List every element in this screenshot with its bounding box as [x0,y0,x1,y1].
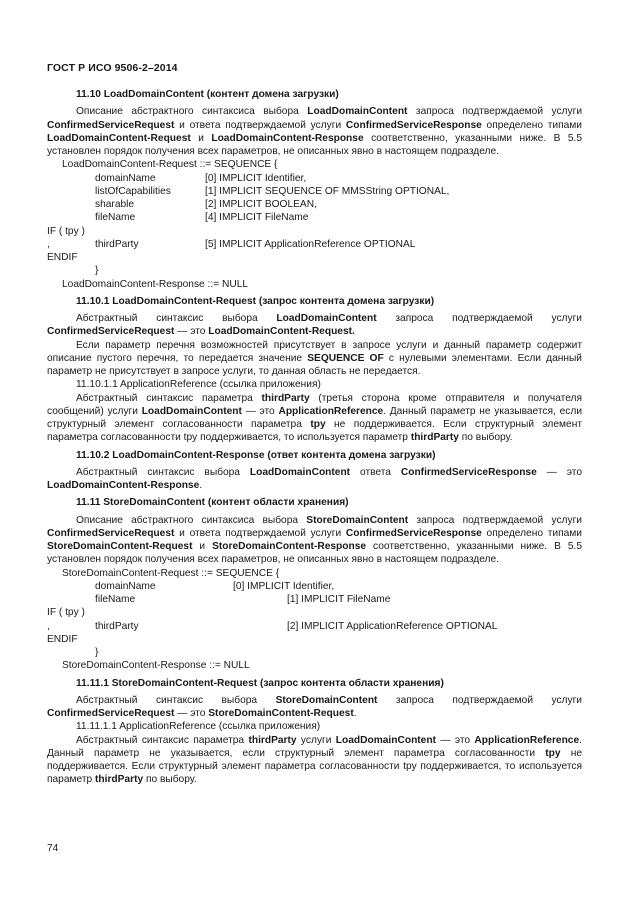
paragraph: Абстрактный синтаксис параметра thirdParty услуги LoadDomainContent — это ApplicationReference. Данный параметр не указывается, если структурный элемент параметра согласованности tpy не поддерживается. Если структурный элемент параметра согласованности tpy поддерживается, то используется параметр thirdParty по выбору. [47,734,582,786]
paragraph: Описание абстрактного синтаксиса выбора LoadDomainContent запроса подтверждаемой услуги ConfirmedServiceRequest и ответа подтверждаемой услуги ConfirmedServiceResponse определено типами LoadDomainContent-Request и LoadDomainContent-Response соответственно, указанными ниже. В 5.5 установлен порядок получения всех параметров, не описанных явно в настоящем подразделе. [47,106,583,157]
section-heading-11-10-2: 11.10.2 LoadDomainContent-Response (ответ контента домена загрузки) [76,449,436,461]
field-name: fileName [95,212,136,224]
section-heading-11-10: 11.10 LoadDomainContent (контент домена загрузки) [76,89,339,100]
code-line: ENDIF [47,633,78,645]
code-block-store-request [47,567,582,673]
code-line: } [95,647,99,658]
code-line: IF ( tpy ) [47,607,85,619]
standard-header: ГОСТ Р ИСО 9506-2–2014 [47,62,178,74]
code-line: , [47,238,50,250]
code-line: ENDIF [47,252,78,263]
section-heading-11-11-1: 11.11.1 StoreDomainContent-Request (запрос контента области хранения) [76,677,444,689]
field-type: [2] IMPLICIT ApplicationReference OPTIONAL [287,620,498,632]
paragraph: Описание абстрактного синтаксиса выбора StoreDomainContent запроса подтверждаемой услуги ConfirmedServiceRequest и ответа подтверждаемой услуги ConfirmedServiceResponse определено типами StoreDomainContent-Request и StoreDomainContent-Response соответственно, указанными ниже. В 5.5 установлен порядок получения всех параметров, не описанных явно в настоящем подразделе. [47,514,582,566]
page-number: 74 [47,843,59,854]
field-name: fileName [95,594,136,605]
field-type: [0] IMPLICIT Identifier, [233,580,335,592]
code-block-load-request [47,158,582,291]
field-name: listOfCapabilities [95,185,171,197]
code-line: LoadDomainContent-Response ::= NULL [62,278,249,290]
code-line: } [95,265,99,277]
field-name: thirdParty [95,238,139,250]
code-line: , [47,620,50,632]
field-type: [1] IMPLICIT FileName [287,594,391,605]
field-type: [1] IMPLICIT SEQUENCE OF MMSString OPTIONAL, [205,185,450,197]
code-line: StoreDomainContent-Request ::= SEQUENCE { [62,567,280,579]
paragraph: Абстрактный синтаксис выбора StoreDomainContent запроса подтверждаемой услуги ConfirmedServiceRequest — это StoreDomainContent-Request. [47,694,583,719]
field-name: sharable [95,199,135,210]
field-type: [2] IMPLICIT BOOLEAN, [205,199,317,210]
paragraph: Абстрактный синтаксис выбора LoadDomainContent запроса подтверждаемой услуги ConfirmedServiceRequest — это LoadDomainContent-Request. [47,313,582,338]
paragraph: Если параметр перечня возможностей присутствует в запросе услуги и данный параметр содержит описание пустого перечня, то передается значение SEQUENCE OF с нулевыми элементами. Если данный параметр не присутствует в запросе услуги, то данная область не передается. [47,339,583,377]
field-type: [4] IMPLICIT FileName [205,212,309,224]
page-body [47,88,582,787]
paragraph: Абстрактный синтаксис выбора LoadDomainContent ответа ConfirmedServiceResponse — это LoadDomainContent-Response. [47,466,582,491]
code-line: StoreDomainContent-Response ::= NULL [62,660,250,672]
paragraph: Абстрактный синтаксис параметра thirdParty (третья сторона кроме отправителя и получателя сообщений) услуги LoadDomainContent — это ApplicationReference. Данный параметр не указывается, если структурный элемент согласованности параметра tpy не поддерживается. Если структурный элемент параметра согласованности tpy поддерживается, то используется параметр thirdParty по выбору. [47,392,583,444]
section-heading-11-11: 11.11 StoreDomainContent (контент области хранения) [76,497,349,509]
field-name: thirdParty [95,620,139,632]
subsection-heading: 11.11.1.1 ApplicationReference (ссылка приложения) [76,721,321,733]
field-name: domainName [95,172,156,184]
field-type: [0] IMPLICIT Identifier, [205,172,307,184]
field-name: domainName [95,580,156,592]
code-line: IF ( tpy ) [47,225,85,237]
subsection-heading: 11.10.1.1 ApplicationReference (ссылка приложения) [76,379,321,391]
code-line: LoadDomainContent-Request ::= SEQUENCE { [62,159,278,171]
field-type: [5] IMPLICIT ApplicationReference OPTIONAL [205,238,416,250]
section-heading-11-10-1: 11.10.1 LoadDomainContent-Request (запрос контента домена загрузки) [76,295,435,307]
